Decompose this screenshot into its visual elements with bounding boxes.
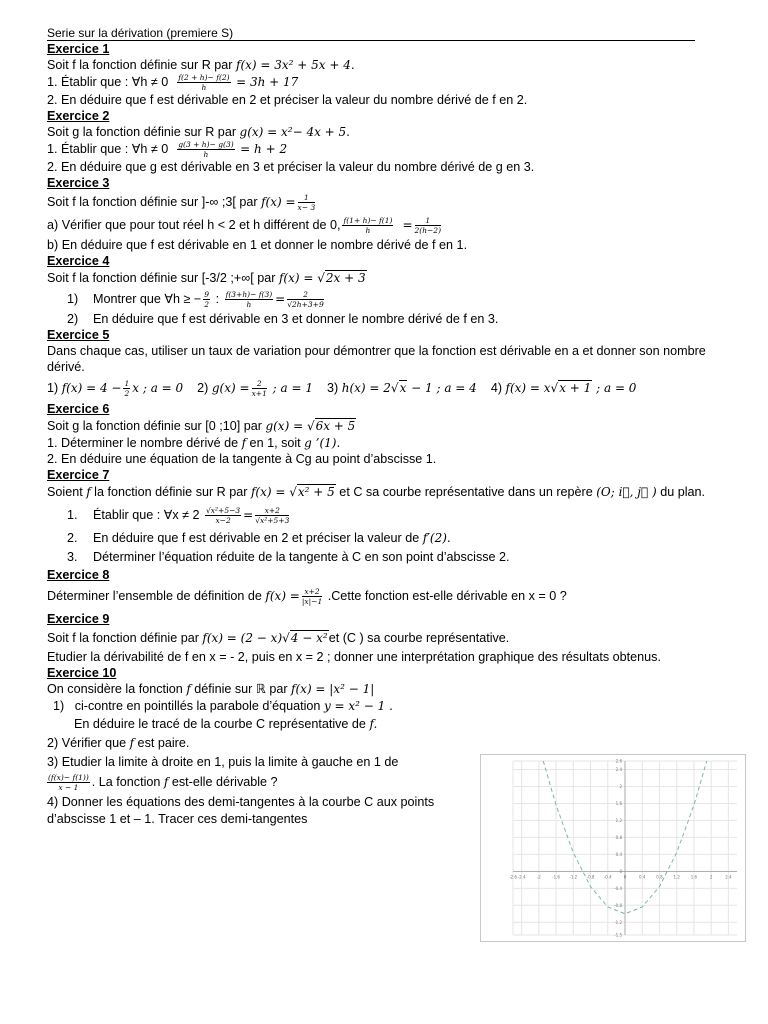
exercise-3-question-b: b) En déduire que f est dérivable en 1 et donner le nombre dérivé de f en 1.: [47, 238, 468, 252]
exercise-10-question-4: 4) Donner les équations des demi-tangentes à la courbe C aux points: [47, 795, 435, 809]
y-tick-label: -1.2: [614, 919, 622, 925]
exercise-7-statement: Soient f la fonction définie sur R par f(x) = √x² + 5 et C sa courbe représentative dans un repère (O; i⃗, j⃗ ) du plan.: [47, 485, 706, 499]
document-page: [47, 26, 722, 827]
fraction: $\frac{2}{x+1}$: [251, 379, 267, 399]
exercise-6-statement: Soit g la fonction définie sur [0 ;10] par g(x) = √6x + 5: [47, 419, 356, 433]
x-tick-label: -1.6: [552, 874, 560, 880]
parabola-chart: [481, 755, 745, 941]
x-tick-label: 1.2: [673, 874, 680, 880]
exercise-3-title: Exercice 3: [47, 176, 110, 190]
x-tick-label: 0.8: [656, 874, 663, 880]
fraction: $\frac{1}{2(h-2)}$: [414, 216, 442, 236]
fraction: $\frac{\text{√x²+5−3}}{x-2}$: [206, 506, 241, 526]
exercise-3-statement: Soit f la fonction définie sur ]-∞ ;3[ par f(x) = $\frac{1}{x- 3}$: [47, 193, 316, 213]
x-tick-label: 2: [709, 874, 713, 880]
fraction: $\frac{9}{2}$: [204, 290, 210, 310]
exercise-4-question-1: 1) Montrer que ∀h ≥ − $\frac{9}{2}$ : $\frac{f(3+h)- f(3)}{h}$ = $\frac{2}{√2h+3+9}$: [67, 290, 324, 310]
exercise-1-question-2: 2. En déduire que f est dérivable en 2 et préciser la valeur du nombre dérivé de f en 2.: [47, 93, 528, 107]
exercise-5-title: Exercice 5: [47, 328, 110, 342]
y-tick-label: 1.6: [615, 800, 622, 806]
fraction: $\frac{f(1+ h)- f(1)}{h}$: [343, 216, 393, 236]
document-header: Serie sur la dérivation (premiere S): [47, 26, 695, 41]
x-tick-label: -2.6: [509, 874, 517, 880]
exercise-9-statement: Soit f la fonction définie par f(x) = (2 − x)√4 − x²et (C ) sa courbe représentative.: [47, 631, 510, 645]
y-tick-label: -0.8: [614, 902, 622, 908]
exercise-6-title: Exercice 6: [47, 402, 110, 416]
y-tick-label: 0: [619, 868, 622, 874]
y-tick-label: 2: [619, 783, 622, 789]
fraction: $\frac{x+2}{\text{√x²+5+3}}$: [255, 506, 290, 526]
fraction: $\frac{f(3+h)- f(3)}{h}$: [225, 290, 273, 310]
exercise-7-question-2: 2. En déduire que f est dérivable en 2 et préciser la valeur de f′(2).: [67, 531, 451, 545]
exercise-4-statement: Soit f la fonction définie sur [-3/2 ;+∞[ par f(x) = √2x + 3: [47, 271, 366, 285]
exercise-4-question-2: 2) En déduire que f est dérivable en 3 et donner le nombre dérivé de f en 3.: [67, 312, 499, 326]
exercise-2-statement: Soit g la fonction définie sur R par g(x) = x²− 4x + 5.: [47, 125, 350, 139]
x-tick-label: -1.2: [569, 874, 578, 880]
exercise-7-question-3: 3. Déterminer l’équation réduite de la tangente à C en son point d’abscisse 2.: [67, 550, 510, 564]
y-tick-label: -0.4: [614, 885, 622, 891]
exercise-6-question-1: 1. Déterminer le nombre dérivé de f en 1, soit g ’(1).: [47, 436, 341, 450]
y-tick-label: 0.4: [615, 851, 622, 857]
exercise-10-statement: On considère la fonction f définie sur ℝ par f(x) = |x² − 1|: [47, 682, 375, 696]
fraction: $\frac{2}{√2h+3+9}$: [287, 290, 324, 310]
exercise-5-cases: 1) f(x) = 4 − $\frac{1}{2}$ x ; a = 0 2) g(x) = $\frac{2}{x+1}$ ; a = 1 3) h(x) = 2√x − 1 ; a = 4 4) f(x) = x√x + 1 ; a = 0: [47, 379, 637, 399]
exercise-4-title: Exercice 4: [47, 254, 110, 268]
fraction: $\frac{(f(x)- f(1))}{x - 1}$: [48, 773, 89, 793]
exercise-5-statement: Dans chaque cas, utiliser un taux de variation pour démontrer que la fonction est dérivable en a et donner son nombre dérivé.: [47, 344, 706, 374]
exercise-10-question-1b: En déduire le tracé de la courbe C représentative de f.: [74, 717, 378, 731]
exercise-3-question-a: a) Vérifier que pour tout réel h < 2 et h différent de 0, $\frac{f(1+ h)- f(1)}{h}$ = $\frac{1}{2(h-2)}$: [47, 216, 442, 236]
exercise-10-question-1: 1) ci-contre en pointillés la parabole d’équation y = x² − 1 .: [53, 699, 393, 713]
x-tick-label: 1.6: [690, 874, 698, 880]
exercise-2-title: Exercice 2: [47, 109, 110, 123]
exercise-2-question-1: 1. Établir que : ∀h ≠ 0 $\frac{g(3 + h)- g(3)}{h}$ = h + 2: [47, 140, 288, 159]
fraction: $\frac{g(3 + h)- g(3)}{h}$: [178, 140, 234, 159]
exercise-8-title: Exercice 8: [47, 568, 110, 582]
exercise-10-question-2: 2) Vérifier que f est paire.: [47, 736, 190, 750]
y-tick-label: 0.8: [615, 834, 622, 840]
exercise-1-question-1: 1. Établir que : ∀h ≠ 0 $\frac{f(2 + h)- f(2)}{h}$ = 3h + 17: [47, 73, 299, 92]
x-tick-label: -2: [536, 874, 541, 880]
y-tick-label: 2.6: [615, 758, 622, 764]
x-tick-label: 0.4: [639, 874, 646, 880]
x-tick-label: 0: [623, 874, 627, 880]
fraction: $\frac{f(2 + h)- f(2)}{h}$: [178, 73, 230, 92]
fraction: $\frac{1}{2}$: [124, 379, 130, 399]
exercise-10-question-3: 3) Etudier la limite à droite en 1, puis la limite à gauche en 1 de: [47, 755, 399, 769]
exercise-10-question-4b: d’abscisse 1 et – 1. Tracer ces demi-tangentes: [47, 812, 308, 826]
exercise-6-question-2: 2. En déduire une équation de la tangente à Cg au point d’abscisse 1.: [47, 452, 437, 466]
x-tick-label: -0.8: [586, 874, 595, 880]
parabola-graph: [480, 754, 746, 942]
y-tick-label: 1.2: [615, 817, 622, 823]
exercise-1-statement: Soit f la fonction définie sur R par f(x) = 3x² + 5x + 4.: [47, 58, 355, 72]
y-tick-label: 2.4: [615, 766, 622, 772]
exercise-9-question: Etudier la dérivabilité de f en x = - 2, puis en x = 2 ; donner une interprétation graphique des résultats obtenus.: [47, 650, 661, 664]
exercise-10-title: Exercice 10: [47, 666, 117, 680]
exercise-1-title: Exercice 1: [47, 42, 110, 56]
fraction: $\frac{1}{x- 3}$: [297, 193, 316, 213]
y-tick-label: -1.5: [614, 932, 622, 938]
exercise-10-question-3b: $\frac{(f(x)- f(1))}{x - 1}$ . La fonction f est-elle dérivable ?: [48, 773, 278, 793]
exercise-7-title: Exercice 7: [47, 468, 110, 482]
exercise-8-statement: Déterminer l’ensemble de définition de f(x) = $\frac{x+2}{|x|-1}$ .Cette fonction est-elle dérivable en x = 0 ?: [47, 587, 567, 607]
fraction: $\frac{x+2}{|x|-1}$: [301, 587, 323, 607]
exercise-7-question-1: 1. Établir que : ∀x ≠ 2 $\frac{\text{√x²+5−3}}{x-2}$ = $\frac{x+2}{\text{√x²+5+3}}$: [67, 506, 290, 526]
exercise-2-question-2: 2. En déduire que g est dérivable en 3 et préciser la valeur du nombre dérivé de g en 3.: [47, 160, 535, 174]
exercise-9-title: Exercice 9: [47, 612, 110, 626]
x-tick-label: -2.4: [517, 874, 526, 880]
x-tick-label: 2.4: [725, 874, 732, 880]
x-tick-label: -0.4: [603, 874, 612, 880]
